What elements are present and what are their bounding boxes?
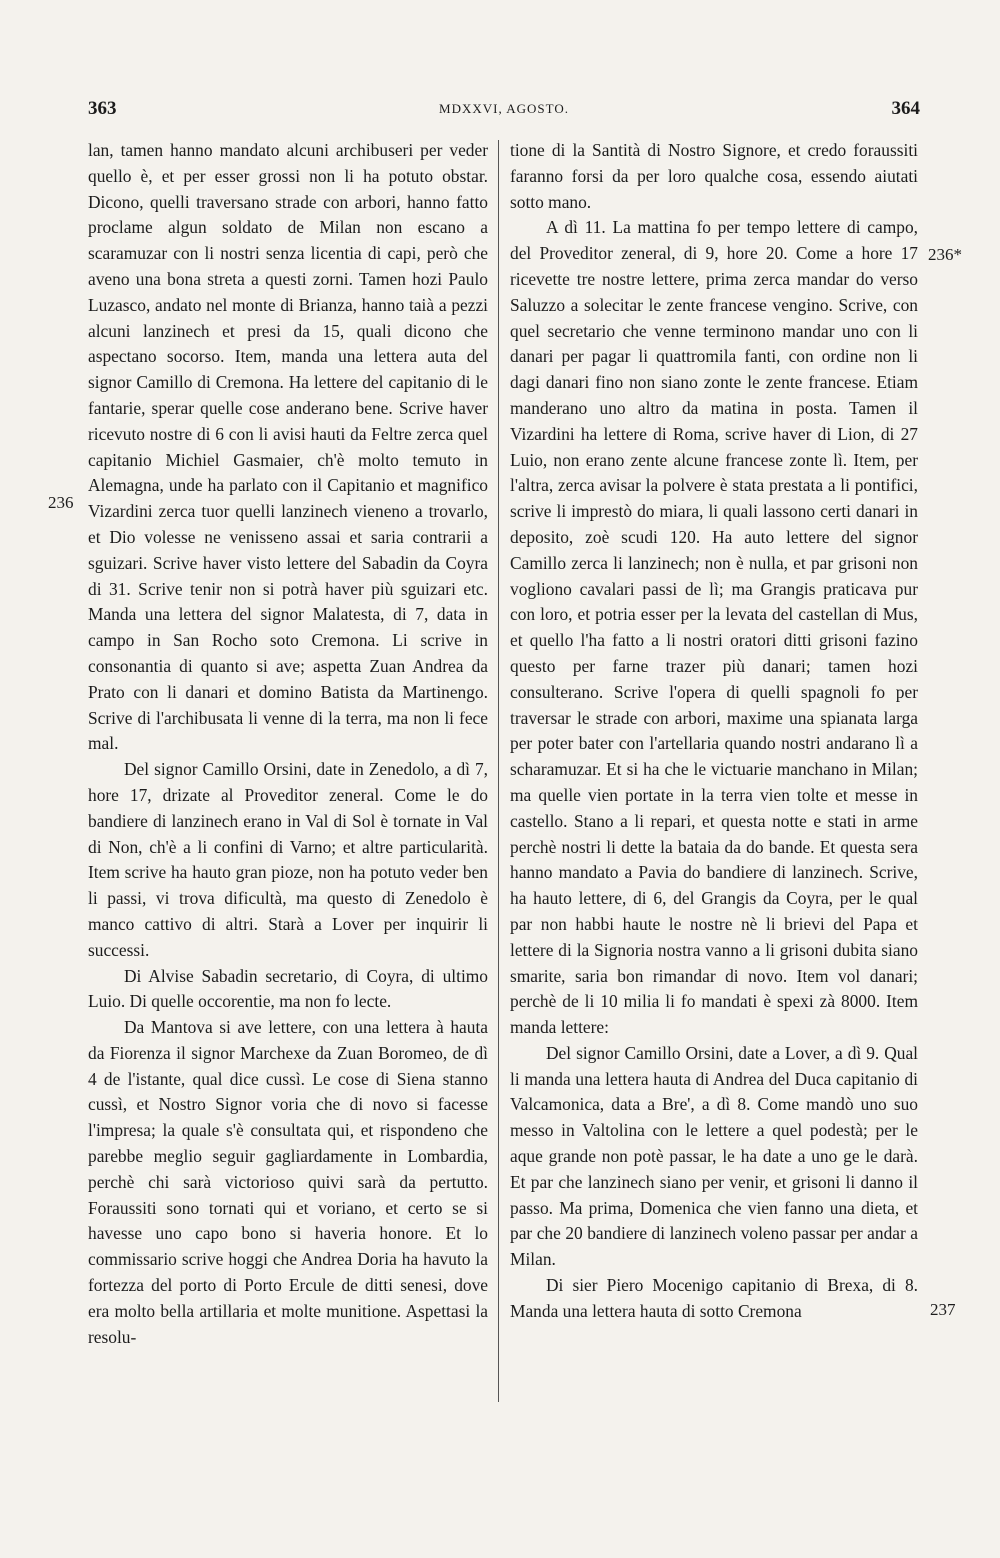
column-divider [498,140,499,1402]
page-number-right: 364 [891,98,920,119]
paragraph: Da Mantova si ave lettere, con una lettera à hauta da Fiorenza il signor Marchexe da Zuan Boromeo, de dì 4 de l'istante, qual dice cussì. Le cose di Siena stanno cussì, et Nostro Signor voria che di novo si facesse l'impresa; la quale s'è consultata qui, et rispondeno che parebbe meglio seguir gagliardamente in Lombardia, perchè chi sarà victorioso quivi sarà da pertutto. Foraussiti sono tornati qui et voriano, et certo se si havesse uno capo bono si haveria honore. Et lo commissario scrive hoggi che Andrea Doria ha havuto la fortezza del porto di Porto Ercule de ditti senesi, dove era molto bella artillaria et molte munitione. Aspettasi la resolu- [88,1017,488,1347]
margin-number-right-bottom: 237 [930,1300,956,1319]
margin-number-right: 236* [928,245,962,264]
paragraph: lan, tamen hanno mandato alcuni archibuseri per veder quello è, et per esser grossi non li ha potuto obstar. Dicono, quelli traversano strade con arbori, hanno fatto proclame algun soldato de Milan non escano a scaramuzar con li nostri senza licentia di capi, però che aveno una bona streta a questi zorni. Tamen hozi Paulo Luzasco, andato nel monte di Brianza, hanno taià a pezzi alcuni lanzinech et presi da 15, quali dicono che aspectano socorso. Item, manda una lettera auta del signor Camillo di Cremona. Ha lettere del capitanio di le fantarie, sperar quelle cose anderano bene. Scrive haver ricevuto nostre di 6 con li avisi hauti da Feltre zerca quel capitanio Michiel Gasmaier, ch'è molto temuto in Alemagna, unde ha parlato con il Capitanio et magnifico Vizardini zerca tuor quelli lanzinech vieneno a trovarlo, et Dio volesse ne venisseno assai et saria contrarii a sguizari. Scrive haver visto lettere del Sabadin da Coyra di 31. Scrive tenir non si potrà haver più sguizari etc. Manda una lettera del signor Malatesta, di 7, data in campo in San Rocho soto Cremona. Li scrive in consonantia di quanto si ave; aspetta Zuan Andrea da Prato con li danari et domino Batista da Martinengo. Scrive di l'archibusata li venne di la terra, ma non li fece mal. [88,140,488,754]
page-number-left: 363 [88,98,117,119]
page-header [88,98,920,126]
running-title: MDXXVI, AGOSTO. [439,101,569,116]
left-column [88,138,488,1350]
paragraph: Del signor Camillo Orsini, date in Zenedolo, a dì 7, hore 17, drizate al Proveditor zeneral. Come le do bandiere di lanzinech erano in Val di Sol è tornate in Val di Non, ch'è a li confini di Varno; et altre particularità. Item scrive ha hauto gran pioze, non ha potuto veder ben li passi, vi trova dificultà, ma questo di Zenedolo è manco cattivo di altri. Starà a Lover per inquirir li successi. [88,759,488,960]
paragraph: tione di la Santità di Nostro Signore, et credo foraussiti faranno forsi da per loro qualche cosa, essendo aiutati sotto mano. [510,140,918,212]
paragraph: Del signor Camillo Orsini, date a Lover, a dì 9. Qual li manda una lettera hauta di Andrea del Duca capitanio di Valcamonica, data a Bre', a dì 8. Come mandò uno suo messo in Valtolina con le lettere a quel podestà; per le aque grande non potè passar, le ha date a uno ge le darà. Et par che lanzinech siano per venir, et grisoni li danno il passo. Ma prima, Domenica che vien fanno una dieta, et par che 20 bandiere di lanzinech voleno passar per andar a Milan. [510,1042,918,1270]
margin-number-left: 236 [48,493,74,512]
paragraph: Di sier Piero Mocenigo capitanio di Brexa, di 8. Manda una lettera hauta di sotto Cremona [510,1275,918,1321]
paragraph: A dì 11. La mattina fo per tempo lettere di campo, del Proveditor zeneral, di 9, hore 20. Come a hore 17 ricevette tre nostre lettere, prima zerca mandar do verso Saluzzo a solecitar le zente francese vengino. Scrive, con quel secretario che venne terminono mandar uno con li danari per pagar li quattromila fanti, con ordine non li dagi danari fino non siano zonte le zente francese. Etiam manderano uno altro da matina in posta. Tamen il Vizardini ha lettere di Roma, scrive haver di Lion, di 27 Luio, non erano zente alcune francese zonte lì. Item, per l'altra, zerca avisar la polvere è stata prestata a li pontifici, scrive li imprestò do miara, li quali lassono certi danari in deposito, zoè scudi 120. Ha auto lettere del signor Camillo zerca li lanzinech; non è nulla, et par grisoni non vogliono cavalari passi de lì; ma Grangis praticava pur con loro, et potria esser per la levata del castellan di Mus, et quello l'ha fatto a li nostri oratori ditti grisoni fazino questo per farne trazer più danari; tamen hozi consulterano. Scrive l'opera di quelli spagnoli fo per traversar le strade con arbori, maxime una spianata larga per poter bater con l'artellaria quando nostri andarano lì a scharamuzar. Et si ha che le victuarie manchano in Milan; ma quelle vien portate in la terra vien tolte et messe in castello. Stano a li repari, et questa notte e stati in arme perchè nostri li dette la bataia da do bande. Et questa sera hanno mandato a Pavia do bandiere di lanzinech. Scrive, ha hauto lettere, di 6, del Grangis da Coyra, per le qual par non habbi haute le nostre nè li brievi del Papa et lettere di la Signoria nostra vanno a li grisoni dubita siano smarite, saria bon rimandar di novo. Item vol danari; perchè de li 10 milia li fo mandati è spexi zà 8000. Item manda lettere: [510,217,918,1038]
paragraph: Di Alvise Sabadin secretario, di Coyra, di ultimo Luio. Di quelle occorentie, ma non fo lecte. [88,965,488,1012]
right-column [510,138,918,1325]
